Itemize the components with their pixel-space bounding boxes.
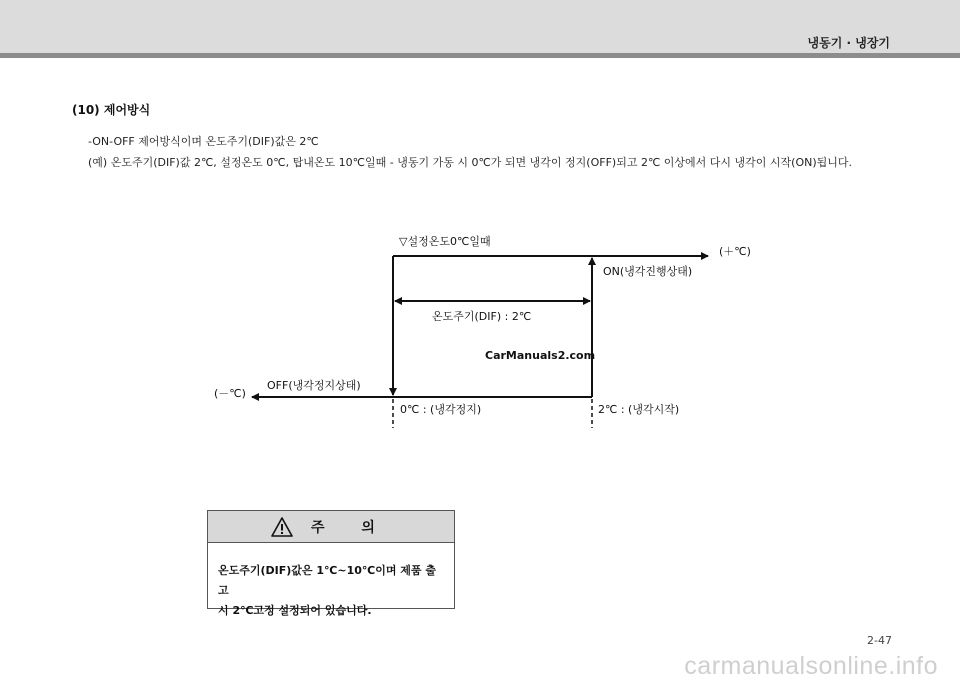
on-label: ON(냉각진행상태)	[603, 265, 693, 278]
caution-body	[208, 543, 454, 621]
body-line-1: -ON-OFF 제어방식이며 온도주기(DIF)값은 2℃	[88, 135, 319, 148]
caution-header	[208, 511, 454, 543]
off-label: OFF(냉각정지상태)	[267, 379, 361, 392]
caution-box	[207, 510, 455, 617]
site-watermark: carmanualsonline.info	[684, 652, 938, 680]
plus-label: (＋℃)	[719, 245, 751, 258]
section-title: (10) 제어방식	[72, 103, 151, 117]
page-number: 2-47	[867, 634, 892, 647]
two-point-label: 2℃ : (냉각시작)	[598, 403, 680, 416]
body-line-2: (예) 온도주기(DIF)값 2℃, 설정온도 0℃, 탑내온도 10℃일때 - 냉동기 가동 시 0℃가 되면 냉각이 정지(OFF)되고 2℃ 이상에서 다시 냉각이 시작(ON)됩니다.	[88, 156, 853, 169]
caution-line-2: 시 2℃고정 설정되어 있습니다.	[218, 604, 372, 617]
warning-triangle-icon	[271, 517, 293, 537]
zero-point-label: 0℃ : (냉각정지)	[400, 403, 482, 416]
caution-line-1: 온도주기(DIF)값은 1℃~10℃이며 제품 출고	[218, 564, 436, 597]
header-title: 냉동기 · 냉장기	[807, 36, 890, 50]
watermark-text: CarManuals2.com	[485, 349, 596, 362]
set-temp-label: ▽설정온도0℃일때	[399, 235, 491, 248]
dif-label: 온도주기(DIF) : 2℃	[432, 310, 532, 323]
caution-title: 주 의	[311, 519, 391, 536]
minus-label: (－℃)	[214, 387, 246, 400]
